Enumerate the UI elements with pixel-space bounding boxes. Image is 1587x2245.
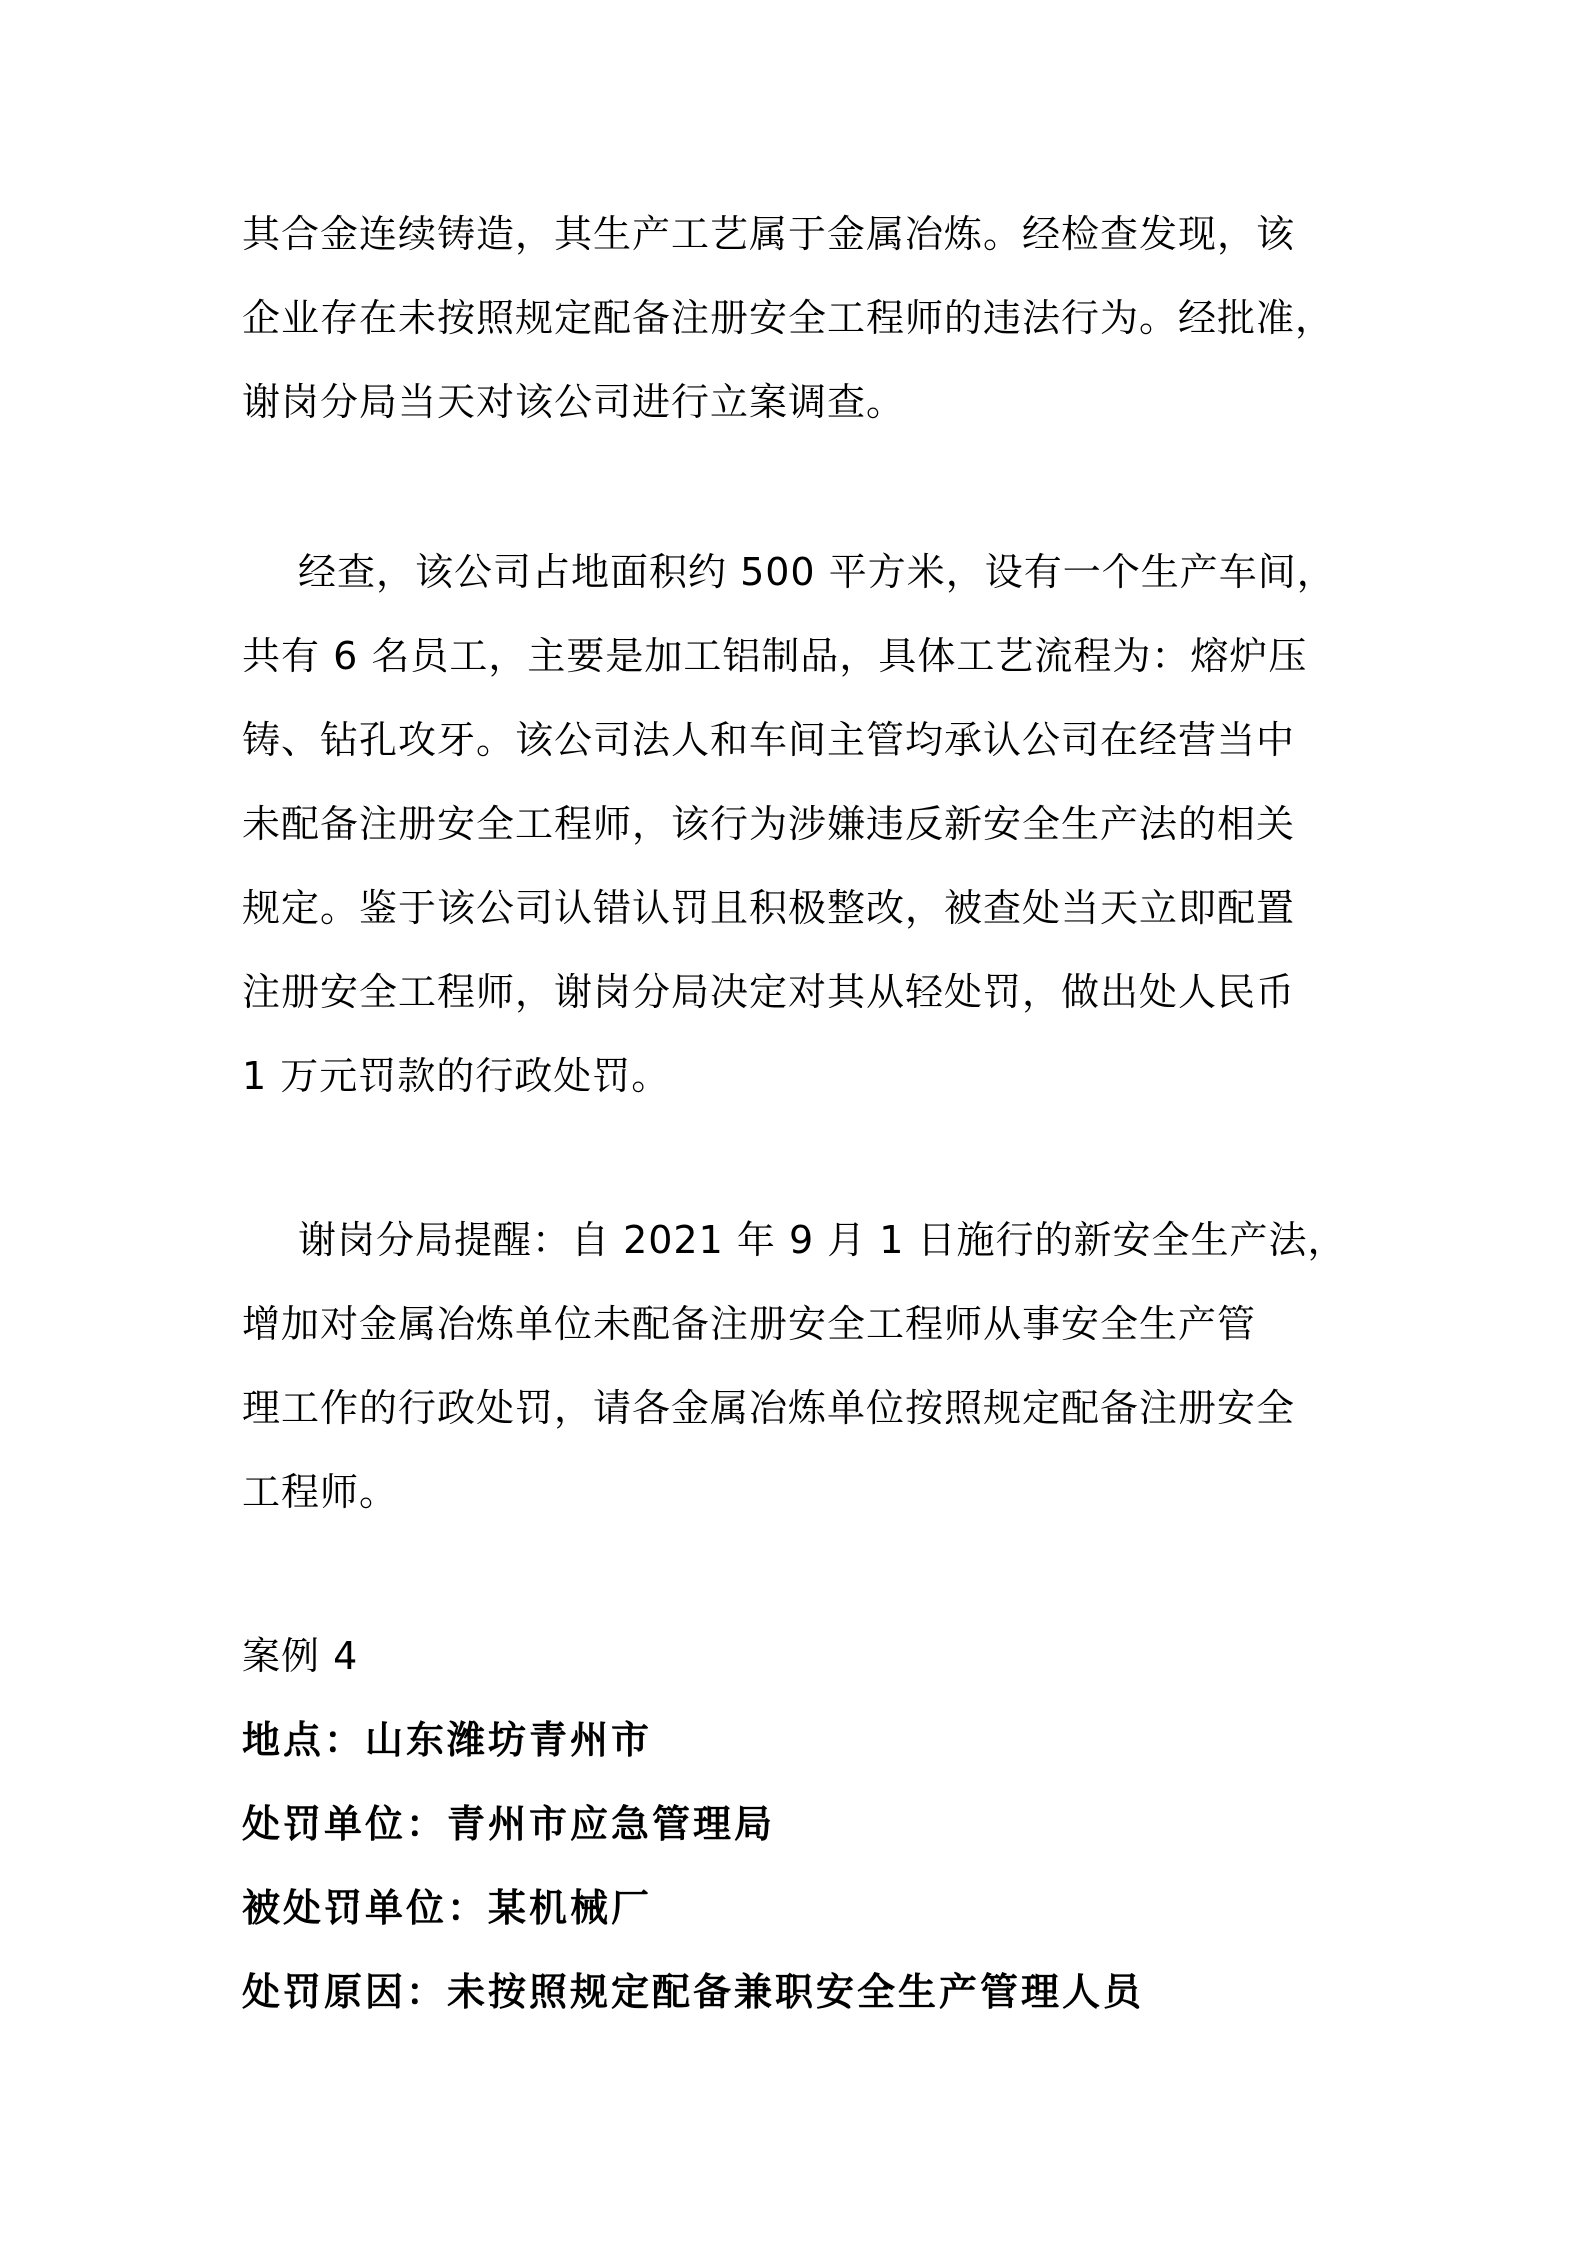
paragraph-2-line-6: 注册安全工程师，谢岗分局决定对其从轻处罚，做出处人民币 [242,970,1296,1014]
paragraph-2-line-2: 共有 6 名员工，主要是加工铝制品，具体工艺流程为：熔炉压 [242,634,1308,678]
case-location: 地点：山东潍坊青州市 [242,1717,653,1762]
paragraph-2-line-7: 1 万元罚款的行政处罚。 [242,1054,671,1098]
case-heading: 案例 4 [242,1634,359,1678]
paragraph-2-line-3: 铸、钻孔攻牙。该公司法人和车间主管均承认公司在经营当中 [242,718,1296,762]
paragraph-3-line-4: 工程师。 [242,1470,399,1514]
paragraph-2-line-5: 规定。鉴于该公司认错认罚且积极整改，被查处当天立即配置 [242,886,1296,930]
paragraph-2-line-1: 经查，该公司占地面积约 500 平方米，设有一个生产车间， [298,550,1336,594]
paragraph-1-line-1: 其合金连续铸造，其生产工艺属于金属冶炼。经检查发现，该 [242,212,1296,256]
case-penalized-entity: 被处罚单位：某机械厂 [242,1885,653,1930]
case-authority: 处罚单位：青州市应急管理局 [242,1801,776,1846]
paragraph-2-line-4: 未配备注册安全工程师，该行为涉嫌违反新安全生产法的相关 [242,802,1296,846]
paragraph-3-line-2: 增加对金属冶炼单位未配备注册安全工程师从事安全生产管 [242,1302,1257,1346]
case-reason: 处罚原因：未按照规定配备兼职安全生产管理人员 [242,1969,1145,2014]
paragraph-3-line-1: 谢岗分局提醒：自 2021 年 9 月 1 日施行的新安全生产法， [298,1218,1347,1262]
paragraph-3-line-3: 理工作的行政处罚，请各金属冶炼单位按照规定配备注册安全 [242,1386,1296,1430]
paragraph-1-line-2: 企业存在未按照规定配备注册安全工程师的违法行为。经批准， [242,296,1335,340]
paragraph-1-line-3: 谢岗分局当天对该公司进行立案调查。 [242,380,906,424]
